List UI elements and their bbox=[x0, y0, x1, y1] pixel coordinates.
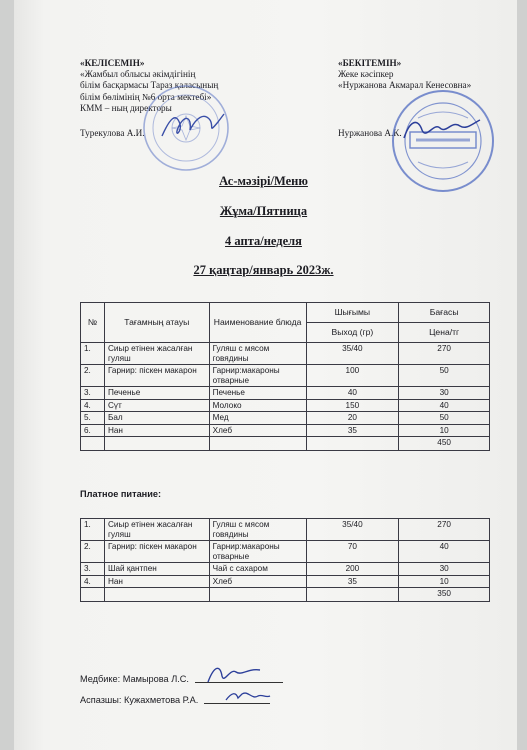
dish-name-kz: Гарнир: піскен макарон bbox=[104, 541, 209, 563]
left-header-line4: КММ – ның директоры bbox=[80, 102, 172, 113]
dish-yield: 100 bbox=[306, 365, 399, 387]
col-header-name-ru: Наименование блюда bbox=[209, 303, 306, 343]
date-title: 27 қаңтар/январь 2023ж. bbox=[193, 263, 334, 277]
dish-yield: 35/40 bbox=[306, 519, 399, 541]
dish-yield: 200 bbox=[306, 563, 399, 576]
cook-signature-icon bbox=[222, 688, 272, 706]
col-header-price-ru: Цена/тг bbox=[399, 323, 490, 343]
paid-menu-table-row bbox=[81, 575, 490, 588]
row-number: 2. bbox=[81, 541, 105, 563]
row-number: 3. bbox=[81, 387, 105, 400]
dish-name-kz: Сиыр етінен жасалған гуляш bbox=[104, 519, 209, 541]
dish-yield: 150 bbox=[306, 399, 399, 412]
right-header-line2: «Нуржанова Акмарал Кенесовна» bbox=[338, 80, 472, 91]
menu-title: Ас-мәзірі/Меню bbox=[219, 174, 308, 188]
row-number: 3. bbox=[81, 563, 105, 576]
row-number: 6. bbox=[81, 424, 105, 437]
col-header-price-kz: Бағасы bbox=[399, 303, 490, 323]
dish-name-ru: Гарнир:макароны отварные bbox=[209, 365, 306, 387]
dish-price: 50 bbox=[399, 412, 490, 425]
dish-price: 10 bbox=[399, 424, 490, 437]
right-signer: Нуржанова А.К. bbox=[338, 128, 402, 138]
paid-menu-table-row bbox=[81, 563, 490, 576]
dish-name-ru: Гуляш с мясом говядины bbox=[209, 343, 306, 365]
paid-meals-label: Платное питание: bbox=[80, 489, 162, 499]
paid-menu-table bbox=[80, 518, 490, 602]
dish-name-kz: Печенье bbox=[104, 387, 209, 400]
dish-yield: 70 bbox=[306, 541, 399, 563]
dish-name-ru: Чай с сахаром bbox=[209, 563, 306, 576]
menu-table-row bbox=[81, 343, 490, 365]
paid-table-total-row bbox=[81, 588, 490, 602]
left-header-line2: білім басқармасы Тараз қаласының bbox=[80, 80, 219, 91]
menu-table bbox=[80, 302, 490, 451]
nurse-signature-icon bbox=[204, 662, 266, 686]
col-header-number: № bbox=[81, 303, 105, 343]
dish-yield: 20 bbox=[306, 412, 399, 425]
week-title: 4 апта/неделя bbox=[225, 234, 302, 248]
dish-name-kz: Нан bbox=[104, 424, 209, 437]
dish-name-ru: Мед bbox=[209, 412, 306, 425]
dish-name-ru: Гуляш с мясом говядины bbox=[209, 519, 306, 541]
dish-yield: 35 bbox=[306, 575, 399, 588]
table-total-row bbox=[81, 437, 490, 451]
director-signature-icon bbox=[158, 108, 228, 144]
left-header-line3: білім бөлімінің №6 орта мектебі» bbox=[80, 91, 212, 102]
paid-total-price: 350 bbox=[399, 588, 490, 602]
dish-name-ru: Молоко bbox=[209, 399, 306, 412]
dish-name-kz: Гарнир: піскен макарон bbox=[104, 365, 209, 387]
cook-name: Аспазшы: Кужахметова Р.А. bbox=[80, 695, 199, 705]
dish-yield: 35 bbox=[306, 424, 399, 437]
dish-name-kz: Сүт bbox=[104, 399, 209, 412]
left-signer: Турекулова А.И. bbox=[80, 128, 145, 138]
row-number: 4. bbox=[81, 575, 105, 588]
entrepreneur-signature-icon bbox=[400, 112, 484, 146]
dish-yield: 40 bbox=[306, 387, 399, 400]
col-header-name-kz: Тағамның атауы bbox=[104, 303, 209, 343]
dish-yield: 35/40 bbox=[306, 343, 399, 365]
row-number: 2. bbox=[81, 365, 105, 387]
approved-heading: «БЕКІТЕМІН» bbox=[338, 58, 402, 68]
dish-name-ru: Печенье bbox=[209, 387, 306, 400]
menu-table-row bbox=[81, 424, 490, 437]
dish-name-kz: Бал bbox=[104, 412, 209, 425]
row-number: 5. bbox=[81, 412, 105, 425]
col-header-yield-kz: Шығымы bbox=[306, 303, 399, 323]
dish-price: 40 bbox=[399, 399, 490, 412]
dish-price: 10 bbox=[399, 575, 490, 588]
paid-menu-table-row bbox=[81, 519, 490, 541]
menu-table-row bbox=[81, 365, 490, 387]
left-header-line1: «Жамбыл облысы әкімдігінің bbox=[80, 69, 196, 80]
dish-name-kz: Сиыр етінен жасалған гуляш bbox=[104, 343, 209, 365]
dish-name-ru: Хлеб bbox=[209, 424, 306, 437]
dish-price: 270 bbox=[399, 343, 490, 365]
dish-name-kz: Нан bbox=[104, 575, 209, 588]
total-price: 450 bbox=[399, 437, 490, 451]
dish-price: 40 bbox=[399, 541, 490, 563]
menu-table-row bbox=[81, 412, 490, 425]
dish-name-ru: Гарнир:макароны отварные bbox=[209, 541, 306, 563]
dish-price: 50 bbox=[399, 365, 490, 387]
agreed-heading: «КЕЛІСЕМІН» bbox=[80, 58, 145, 68]
day-title: Жұма/Пятница bbox=[219, 204, 308, 218]
menu-table-row bbox=[81, 387, 490, 400]
row-number: 1. bbox=[81, 343, 105, 365]
right-header-line1: Жеке кәсіпкер bbox=[338, 69, 394, 80]
dish-price: 30 bbox=[399, 387, 490, 400]
dish-name-ru: Хлеб bbox=[209, 575, 306, 588]
col-header-yield-ru: Выход (гр) bbox=[306, 323, 399, 343]
paid-menu-table-row bbox=[81, 541, 490, 563]
menu-table-row bbox=[81, 399, 490, 412]
nurse-name: Медбике: Мамырова Л.С. bbox=[80, 674, 189, 684]
row-number: 4. bbox=[81, 399, 105, 412]
row-number: 1. bbox=[81, 519, 105, 541]
dish-name-kz: Шай қантпен bbox=[104, 563, 209, 576]
dish-price: 30 bbox=[399, 563, 490, 576]
dish-price: 270 bbox=[399, 519, 490, 541]
